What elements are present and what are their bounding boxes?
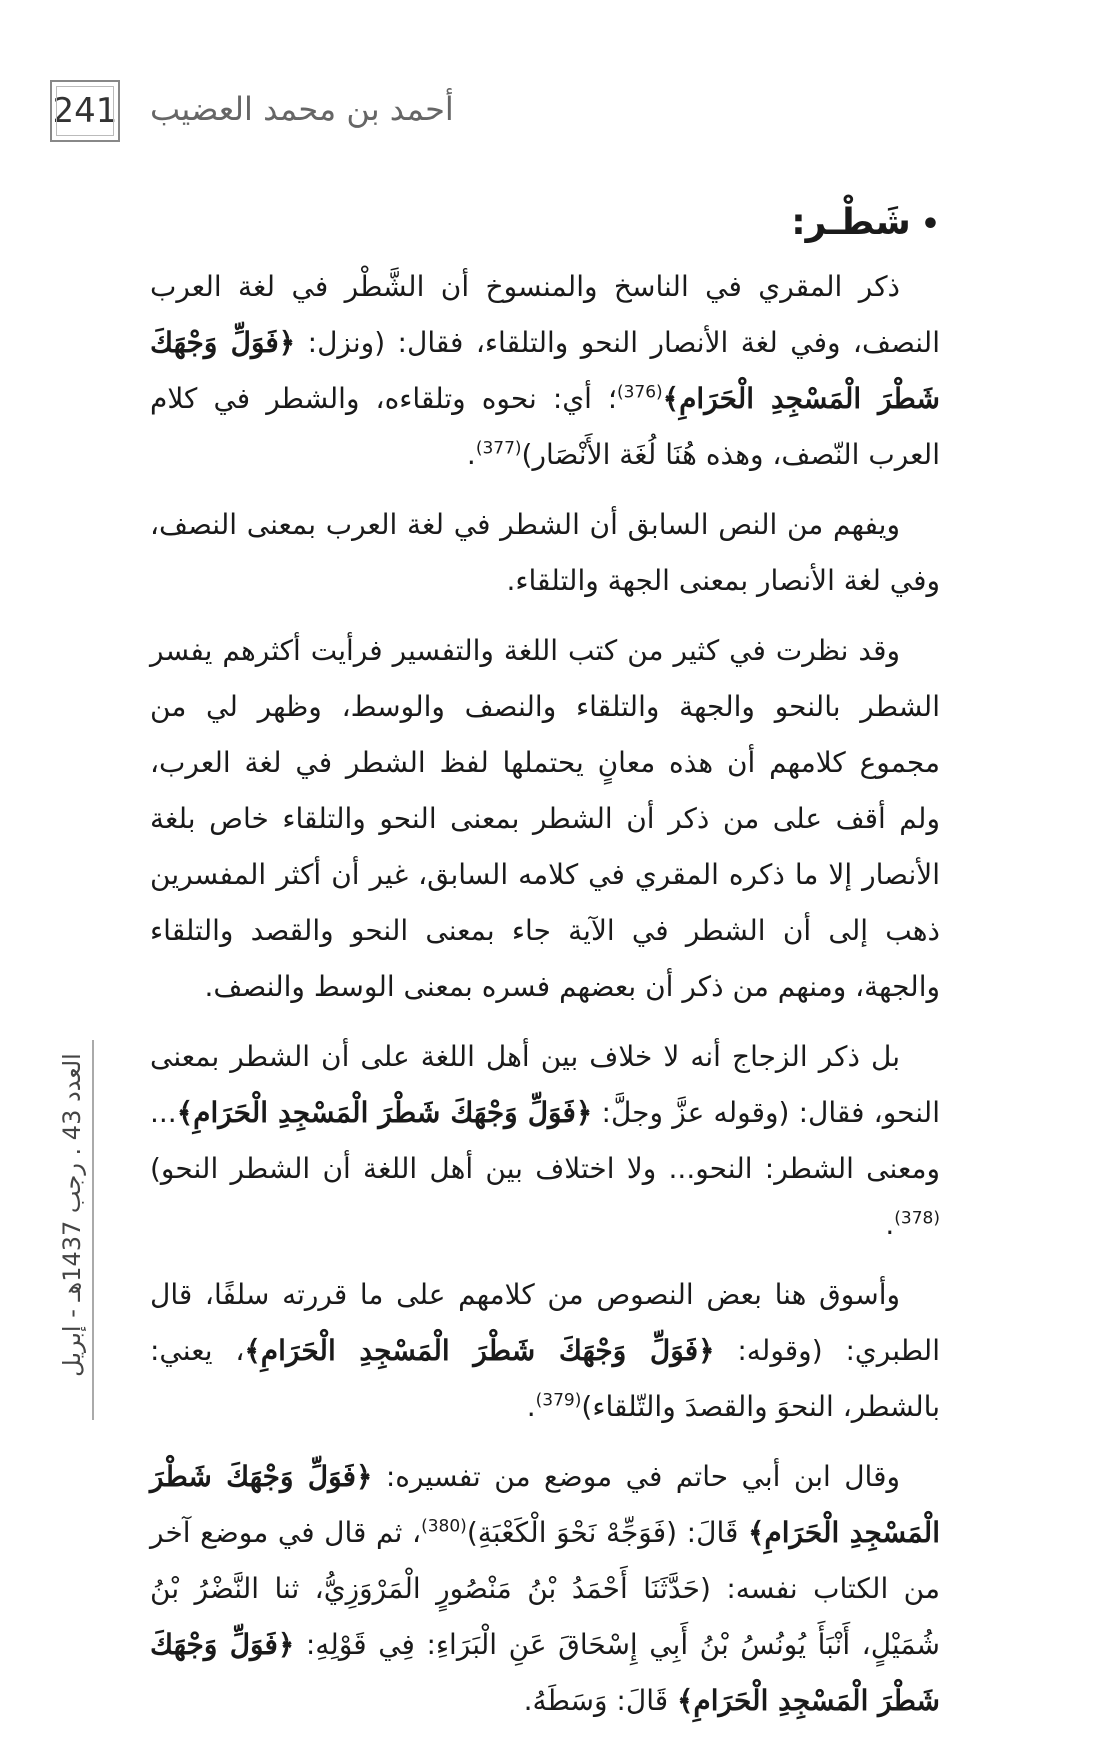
footnote-ref: (380) [421, 1516, 467, 1537]
article-body [150, 195, 940, 1743]
sidebar-rule [92, 1040, 94, 1420]
page-number: 241 [52, 91, 118, 131]
paragraph-text: وأسوق هنا بعض النصوص من كلامهم على ما قررته سلفًا، قال الطبري: (وقوله: [150, 1278, 940, 1367]
paragraph-text: ؛ أي: نحوه وتلقاءه، والشطر في كلام العرب النّصف، وهذه هُنَا لُغَة الأَنْصَار) [150, 382, 940, 471]
paragraph [150, 1267, 940, 1435]
paragraph [150, 1449, 940, 1729]
running-header-author: أحمد بن محمد العضيب [150, 90, 454, 128]
section-heading [150, 195, 940, 253]
paragraph [150, 623, 940, 1015]
quran-verse: ﴿فَوَلِّ وَجْهَكَ شَطْرَ الْمَسْجِدِ الْحَرَامِ﴾ [150, 1628, 940, 1717]
paragraph [150, 497, 940, 609]
footnote-ref: (377) [475, 438, 522, 459]
paragraph-text: وقال ابن أبي حاتم في موضع من تفسيره: [372, 1460, 900, 1493]
quran-verse: ﴿فَوَلِّ وَجْهَكَ شَطْرَ الْمَسْجِدِ الْحَرَامِ﴾ [244, 1334, 715, 1367]
paragraph-text: ويفهم من النص السابق أن الشطر في لغة العرب بمعنى النصف، وفي لغة الأنصار بمعنى الجهة والتلقاء. [150, 508, 940, 597]
bullet-icon: • [920, 207, 940, 242]
paragraph-text: وقد نظرت في كثير من كتب اللغة والتفسير فرأيت أكثرهم يفسر الشطر بالنحو والجهة والتلقاء والنصف والوسط، وظهر لي من مجموع كلامهم أن هذه معانٍ يحتملها لفظ الشطر في لغة العرب، ولم أقف على من ذكر أن الشطر بمعنى النحو والتلقاء خاص بلغة الأنصار إلا ما ذكره المقري في كلامه السابق، غير أن أكثر المفسرين ذهب إلى أن الشطر في الآية جاء بمعنى النحو والقصد والتلقاء والجهة، ومنهم من ذكر أن بعضهم فسره بمعنى الوسط والنصف. [150, 634, 940, 1003]
paragraphs [150, 259, 940, 1729]
paragraph-text: . [526, 1390, 536, 1423]
paragraph-text: ... ومعنى الشطر: النحو... ولا اختلاف بين أهل اللغة أن الشطر النحو) [150, 1096, 940, 1185]
paragraph [150, 259, 940, 483]
issue-info: العدد 43 . رجب 1437هـ - إبريل [58, 1053, 86, 1377]
quran-verse: ﴿فَوَلِّ وَجْهَكَ شَطْرَ الْمَسْجِدِ الْحَرَامِ﴾ [150, 1460, 940, 1549]
quran-verse: ﴿فَوَلِّ وَجْهَكَ شَطْرَ الْمَسْجِدِ الْحَرَامِ﴾ [176, 1096, 593, 1129]
footnote-ref: (379) [535, 1390, 582, 1411]
paragraph-text: ، يعني: بالشطر، النحوَ والقصدَ والتّلقاء) [150, 1334, 940, 1423]
paragraph-text: . [466, 438, 476, 471]
section-title: شَطْـر: [791, 202, 911, 243]
paragraph-text: قَالَ: (فَوَجِّهْ نَحْوَ الْكَعْبَةِ) [466, 1516, 748, 1549]
paragraph-text: قَالَ: وَسَطَهُ. [523, 1684, 678, 1717]
footnote-ref: (376) [616, 382, 663, 403]
sidebar-issue [52, 1030, 92, 1400]
paragraph [150, 1029, 940, 1253]
page-number-box [50, 80, 120, 142]
footnote-ref: (378) [894, 1208, 940, 1229]
paragraph-text: . [885, 1208, 895, 1241]
quran-verse: ﴿فَوَلِّ وَجْهَكَ شَطْرَ الْمَسْجِدِ الْحَرَامِ﴾ [150, 326, 940, 415]
paragraph-text: ذكر المقري في الناسخ والمنسوخ أن الشَّطْر في لغة العرب النصف، وفي لغة الأنصار النحو والتلقاء، فقال: (ونزل: [150, 270, 940, 359]
paragraph-text: بل ذكر الزجاج أنه لا خلاف بين أهل اللغة على أن الشطر بمعنى النحو، فقال: (وقوله عزَّ وجلَّ: [150, 1040, 940, 1129]
paragraph-text: ، ثم قال في موضع آخر من الكتاب نفسه: (حَدَّثَنَا أَحْمَدُ بْنُ مَنْصُورٍ الْمَرْوَزِيُّ، ثنا النَّضْرُ بْنُ شُمَيْلٍ، أَنْبَأَ يُونُسُ بْنُ أَبِي إِسْحَاقَ عَنِ الْبَرَاءِ: فِي قَوْلِهِ: [150, 1516, 940, 1661]
